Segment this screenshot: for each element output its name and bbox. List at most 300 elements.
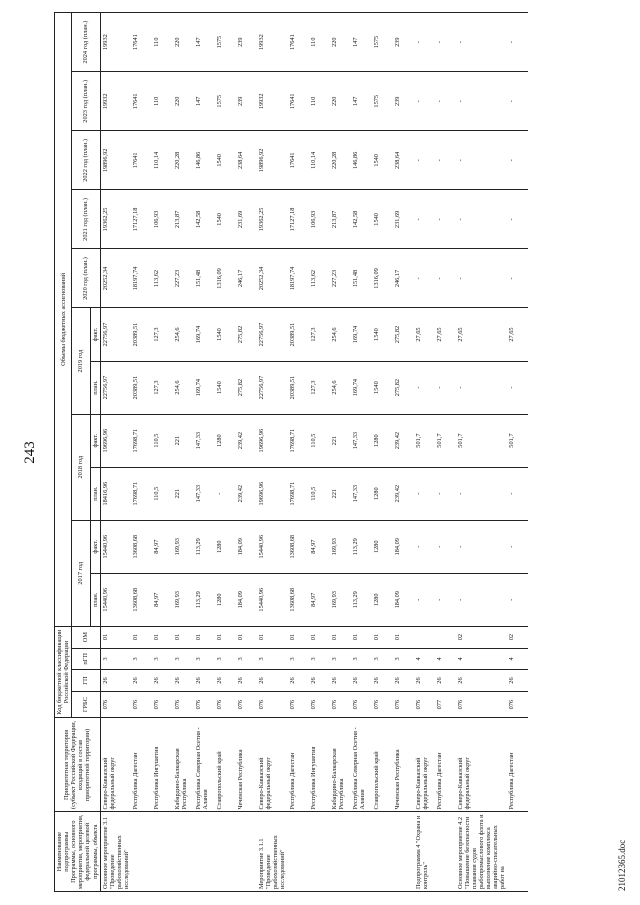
code-grbs: 076	[131, 691, 152, 718]
value-2017-fact: -	[507, 520, 528, 573]
row-territory: Северо-Кавказский федеральный округ	[414, 718, 435, 812]
value-2023: 19932	[257, 72, 287, 131]
row-name	[372, 812, 393, 892]
value-2017-fact: 113,29	[351, 520, 372, 573]
code-grbs: 076	[173, 691, 194, 718]
value-2018-fact: 110,5	[309, 414, 330, 467]
value-2018-fact: 1280	[215, 414, 236, 467]
code-om: 01	[131, 626, 152, 648]
row-name	[288, 812, 309, 892]
value-2021: 1540	[372, 190, 393, 249]
value-2018-plan: 147,33	[194, 467, 215, 520]
value-2019-plan: 1540	[372, 361, 393, 414]
header-year-2024: 2024 год (план.)	[72, 13, 100, 72]
value-2023: 1575	[372, 72, 393, 131]
value-2021: 142,58	[194, 190, 215, 249]
value-2018-fact: 221	[173, 414, 194, 467]
value-2017-plan: 15440,96	[100, 573, 131, 626]
header-year-2019: 2019 год	[72, 308, 90, 414]
value-2024: 1575	[215, 13, 236, 72]
value-2017-fact: 169,93	[173, 520, 194, 573]
value-2017-plan: 84,97	[309, 573, 330, 626]
value-2022: -	[507, 131, 528, 190]
value-2017-plan: 1280	[372, 573, 393, 626]
code-gp: 26	[414, 670, 435, 692]
value-2021: 213,87	[173, 190, 194, 249]
code-pgp: 4	[456, 648, 508, 670]
value-2018-plan: 17698,71	[288, 467, 309, 520]
value-2019-fact: 27,65	[435, 308, 456, 361]
value-2020: 151,48	[351, 249, 372, 308]
value-2018-plan: 221	[173, 467, 194, 520]
row-territory: Чеченская Республика	[393, 718, 414, 812]
header-2019-fact: факт.	[90, 308, 100, 361]
code-gp: 26	[351, 670, 372, 692]
table-row	[194, 13, 215, 892]
value-2017-fact: 113,29	[194, 520, 215, 573]
value-2018-fact: 147,33	[351, 414, 372, 467]
code-om: 01	[393, 626, 414, 648]
value-2020: 20252,34	[100, 249, 131, 308]
value-2022: 19896,92	[257, 131, 287, 190]
code-gp: 26	[215, 670, 236, 692]
code-grbs: 076	[507, 691, 528, 718]
value-2018-plan: 239,42	[393, 467, 414, 520]
code-grbs: 076	[393, 691, 414, 718]
value-2017-fact: 1280	[215, 520, 236, 573]
table-row	[414, 13, 435, 892]
code-gp: 26	[309, 670, 330, 692]
code-pgp: 3	[131, 648, 152, 670]
row-name	[435, 812, 456, 892]
row-territory: Республика Дагестан	[288, 718, 309, 812]
header-year-2020: 2020 год (план.)	[72, 249, 100, 308]
row-name	[236, 812, 257, 892]
value-2024: 110	[309, 13, 330, 72]
value-2022: 220,28	[330, 131, 351, 190]
value-2024: -	[456, 13, 508, 72]
table-row	[330, 13, 351, 892]
value-2020: 246,17	[236, 249, 257, 308]
row-name: Основное мероприятие 3.1 "Проведение рыбохозяйственных исследований"	[100, 812, 131, 892]
value-2022: -	[435, 131, 456, 190]
code-grbs: 076	[351, 691, 372, 718]
value-2019-fact: 1540	[215, 308, 236, 361]
header-code-group: Код бюджетной классификации Российской Федерации	[55, 626, 72, 718]
value-2021: 231,69	[236, 190, 257, 249]
code-gp: 26	[393, 670, 414, 692]
value-2023: 147	[194, 72, 215, 131]
code-om: 02	[456, 626, 508, 648]
file-name: 21012365.doc	[617, 839, 627, 891]
code-pgp: 3	[236, 648, 257, 670]
value-2023: -	[435, 72, 456, 131]
value-2021: 231,69	[393, 190, 414, 249]
value-2023: -	[507, 72, 528, 131]
value-2022: 1540	[215, 131, 236, 190]
value-2021: 106,93	[152, 190, 173, 249]
table-row	[351, 13, 372, 892]
value-2017-fact: 15440,96	[257, 520, 287, 573]
value-2019-fact: 27,65	[456, 308, 508, 361]
code-grbs: 076	[456, 691, 508, 718]
value-2023: 239	[393, 72, 414, 131]
row-territory: Республика Дагестан	[131, 718, 152, 812]
value-2024: 17641	[288, 13, 309, 72]
value-2017-plan: 113,29	[194, 573, 215, 626]
value-2018-plan: 110,5	[152, 467, 173, 520]
value-2017-plan: 113,29	[351, 573, 372, 626]
code-om: 01	[309, 626, 330, 648]
code-pgp: 3	[215, 648, 236, 670]
value-2020: -	[456, 249, 508, 308]
code-pgp: 3	[372, 648, 393, 670]
code-grbs: 076	[309, 691, 330, 718]
value-2020: 20252,34	[257, 249, 287, 308]
value-2018-fact: 110,5	[152, 414, 173, 467]
code-pgp: 4	[414, 648, 435, 670]
table-body	[100, 13, 528, 892]
code-grbs: 076	[152, 691, 173, 718]
value-2018-plan: -	[414, 467, 435, 520]
value-2021: 213,87	[330, 190, 351, 249]
value-2023: 17641	[288, 72, 309, 131]
value-2021: -	[414, 190, 435, 249]
code-om: 01	[351, 626, 372, 648]
code-om: 01	[257, 626, 287, 648]
value-2021: -	[507, 190, 528, 249]
code-om: 01	[194, 626, 215, 648]
value-2021: 142,58	[351, 190, 372, 249]
code-grbs: 076	[215, 691, 236, 718]
value-2017-fact: 15440,96	[100, 520, 131, 573]
value-2024: 220	[173, 13, 194, 72]
value-2019-fact: 127,3	[309, 308, 330, 361]
table-row	[236, 13, 257, 892]
value-2020: 18197,74	[131, 249, 152, 308]
value-2017-fact: -	[456, 520, 508, 573]
value-2017-plan: 169,93	[330, 573, 351, 626]
code-gp: 26	[152, 670, 173, 692]
value-2019-fact: 27,65	[507, 308, 528, 361]
code-gp: 26	[456, 670, 508, 692]
value-2017-fact: 13608,68	[288, 520, 309, 573]
code-gp: 26	[330, 670, 351, 692]
value-2017-plan: -	[456, 573, 508, 626]
code-gp: 26	[236, 670, 257, 692]
value-2017-fact: 1280	[372, 520, 393, 573]
value-2023: 1575	[215, 72, 236, 131]
code-pgp: 3	[257, 648, 287, 670]
value-2019-plan: 254,6	[173, 361, 194, 414]
code-gp: 26	[288, 670, 309, 692]
table-row	[131, 13, 152, 892]
value-2019-fact: 27,65	[414, 308, 435, 361]
value-2024: 147	[351, 13, 372, 72]
value-2023: 220	[173, 72, 194, 131]
code-pgp: 4	[435, 648, 456, 670]
row-territory: Ставропольский край	[372, 718, 393, 812]
value-2019-fact: 20389,51	[131, 308, 152, 361]
value-2020: -	[414, 249, 435, 308]
value-2017-fact: 184,09	[236, 520, 257, 573]
value-2017-plan: 13608,68	[131, 573, 152, 626]
value-2018-plan: 19696,96	[257, 467, 287, 520]
value-2022: 220,28	[173, 131, 194, 190]
value-2024: 220	[330, 13, 351, 72]
value-2018-fact: 501,7	[507, 414, 528, 467]
header-2018-fact: факт.	[90, 414, 100, 467]
value-2018-plan: 1280	[372, 467, 393, 520]
header-year-2017: 2017 год	[72, 520, 90, 626]
value-2017-fact: -	[435, 520, 456, 573]
value-2022: 110,14	[152, 131, 173, 190]
row-territory: Ставропольский край	[215, 718, 236, 812]
row-territory: Северо-Кавказский федеральный округ	[100, 718, 131, 812]
value-2017-plan: 1280	[215, 573, 236, 626]
row-name	[507, 812, 528, 892]
code-grbs: 076	[372, 691, 393, 718]
code-gp: 26	[435, 670, 456, 692]
code-pgp: 3	[152, 648, 173, 670]
value-2018-plan: 17698,71	[131, 467, 152, 520]
value-2017-fact: 84,97	[152, 520, 173, 573]
value-2017-fact: 169,93	[330, 520, 351, 573]
table-row	[435, 13, 456, 892]
value-2018-plan: 147,33	[351, 467, 372, 520]
code-gp: 26	[257, 670, 287, 692]
code-pgp: 3	[173, 648, 194, 670]
code-grbs: 076	[194, 691, 215, 718]
value-2019-fact: 275,82	[393, 308, 414, 361]
value-2023: 239	[236, 72, 257, 131]
row-name	[215, 812, 236, 892]
value-2020: 113,62	[152, 249, 173, 308]
code-om: 01	[215, 626, 236, 648]
code-grbs: 076	[257, 691, 287, 718]
value-2020: 227,23	[330, 249, 351, 308]
value-2019-fact: 22756,97	[100, 308, 131, 361]
code-om: 01	[173, 626, 194, 648]
value-2023: 147	[351, 72, 372, 131]
code-gp: 26	[372, 670, 393, 692]
value-2019-plan: -	[507, 361, 528, 414]
value-2020: -	[435, 249, 456, 308]
row-territory: Республика Ингушетия	[309, 718, 330, 812]
value-2024: 19932	[100, 13, 131, 72]
value-2017-plan: 13608,68	[288, 573, 309, 626]
value-2017-plan: -	[435, 573, 456, 626]
code-gp: 26	[100, 670, 131, 692]
value-2021: -	[435, 190, 456, 249]
code-grbs: 076	[236, 691, 257, 718]
row-name: Основное мероприятие 4.2 "Повышение безопасности плавания судов рыбопромыслового флота и выполнение комплекса аварийно-спасательных работ на	[456, 812, 508, 892]
code-om: 01	[100, 626, 131, 648]
table-row	[173, 13, 194, 892]
code-grbs: 076	[414, 691, 435, 718]
value-2020: 151,48	[194, 249, 215, 308]
value-2017-fact: 184,09	[393, 520, 414, 573]
row-name	[173, 812, 194, 892]
code-om: 01	[330, 626, 351, 648]
value-2020: 1316,09	[372, 249, 393, 308]
value-2022: 238,64	[236, 131, 257, 190]
header-gp: ГП	[72, 670, 100, 692]
row-territory: Кабардино-Балкарская Республика	[330, 718, 351, 812]
code-gp: 26	[194, 670, 215, 692]
code-grbs: 076	[288, 691, 309, 718]
code-grbs: 077	[435, 691, 456, 718]
code-om: 01	[288, 626, 309, 648]
value-2022: 146,86	[351, 131, 372, 190]
header-om: ОМ	[72, 626, 100, 648]
code-om: 02	[507, 626, 528, 648]
row-territory: Чеченская Республика	[236, 718, 257, 812]
value-2018-fact: 147,33	[194, 414, 215, 467]
value-2017-fact: 13608,68	[131, 520, 152, 573]
code-om: 01	[236, 626, 257, 648]
value-2024: 239	[236, 13, 257, 72]
value-2022: 1540	[372, 131, 393, 190]
row-name	[330, 812, 351, 892]
budget-table	[54, 12, 528, 892]
row-name	[152, 812, 173, 892]
table-row	[393, 13, 414, 892]
table-row	[257, 13, 287, 892]
row-territory: Республика Ингушетия	[152, 718, 173, 812]
value-2017-plan: -	[414, 573, 435, 626]
code-gp: 26	[131, 670, 152, 692]
header-year-2021: 2021 год (план.)	[72, 190, 100, 249]
header-2019-plan: план.	[90, 361, 100, 414]
row-territory: Кабардино-Балкарская Республика	[173, 718, 194, 812]
value-2018-plan: 239,42	[236, 467, 257, 520]
value-2023: -	[456, 72, 508, 131]
value-2018-plan: 18416,96	[100, 467, 131, 520]
value-2018-plan: 221	[330, 467, 351, 520]
value-2020: 227,23	[173, 249, 194, 308]
value-2021: 106,93	[309, 190, 330, 249]
value-2023: 17641	[131, 72, 152, 131]
value-2021: -	[456, 190, 508, 249]
value-2024: -	[435, 13, 456, 72]
header-pgp: пГП	[72, 648, 100, 670]
value-2018-fact: 19696,96	[100, 414, 131, 467]
row-territory: Северо-Кавказский федеральный округ	[456, 718, 508, 812]
value-2023: 110	[152, 72, 173, 131]
value-2022: -	[414, 131, 435, 190]
row-name: Мероприятие 3.1.1 "Проведение рыбохозяйственных исследований"	[257, 812, 287, 892]
page-number: 243	[22, 441, 38, 464]
table-row	[288, 13, 309, 892]
value-2019-plan: -	[435, 361, 456, 414]
value-2018-fact: 221	[330, 414, 351, 467]
value-2020: 246,17	[393, 249, 414, 308]
value-2019-fact: 20389,51	[288, 308, 309, 361]
value-2018-fact: 501,7	[414, 414, 435, 467]
value-2020: 18197,74	[288, 249, 309, 308]
code-om: 01	[372, 626, 393, 648]
value-2018-plan: -	[435, 467, 456, 520]
value-2023: -	[414, 72, 435, 131]
header-name: Наименование подпрограммы Программы, основного мероприятия, мероприятия, федеральной целевой программы, объекта	[55, 812, 101, 892]
code-pgp: 3	[100, 648, 131, 670]
row-territory: Республика Северная Осетия - Алания	[194, 718, 215, 812]
table-row	[215, 13, 236, 892]
value-2019-plan: 22756,97	[257, 361, 287, 414]
value-2018-fact: 501,7	[435, 414, 456, 467]
header-2018-plan: план.	[90, 467, 100, 520]
value-2018-fact: 501,7	[456, 414, 508, 467]
value-2017-plan: 184,09	[393, 573, 414, 626]
value-2018-fact: 19696,96	[257, 414, 287, 467]
table-row	[152, 13, 173, 892]
code-om: 01	[152, 626, 173, 648]
value-2017-plan: 84,97	[152, 573, 173, 626]
value-2022: 146,86	[194, 131, 215, 190]
value-2020: -	[507, 249, 528, 308]
table-row	[372, 13, 393, 892]
code-pgp: 4	[507, 648, 528, 670]
value-2023: 19932	[100, 72, 131, 131]
value-2018-plan: -	[215, 467, 236, 520]
code-pgp: 3	[393, 648, 414, 670]
value-2020: 113,62	[309, 249, 330, 308]
value-2022: 110,14	[309, 131, 330, 190]
value-2019-fact: 1540	[372, 308, 393, 361]
value-2018-fact: 17698,71	[288, 414, 309, 467]
row-name	[131, 812, 152, 892]
value-2018-fact: 1280	[372, 414, 393, 467]
value-2021: 17127,18	[131, 190, 152, 249]
row-name	[309, 812, 330, 892]
value-2024: 1575	[372, 13, 393, 72]
row-name	[194, 812, 215, 892]
value-2017-plan: 15440,96	[257, 573, 287, 626]
value-2019-plan: 20389,51	[288, 361, 309, 414]
header-2017-fact: факт.	[90, 520, 100, 573]
value-2024: 17641	[131, 13, 152, 72]
value-2017-plan: -	[507, 573, 528, 626]
header-volume-group: Объемы бюджетных ассигнований	[55, 13, 72, 627]
header-year-2023: 2023 год (план.)	[72, 72, 100, 131]
value-2019-plan: 127,3	[309, 361, 330, 414]
value-2024: -	[414, 13, 435, 72]
value-2019-fact: 254,6	[173, 308, 194, 361]
value-2018-plan: 110,5	[309, 467, 330, 520]
value-2019-plan: 1540	[215, 361, 236, 414]
code-pgp: 3	[288, 648, 309, 670]
value-2018-fact: 239,42	[393, 414, 414, 467]
value-2018-plan: -	[507, 467, 528, 520]
value-2019-fact: 169,74	[194, 308, 215, 361]
code-om	[435, 626, 456, 648]
value-2019-plan: 275,82	[236, 361, 257, 414]
value-2022: 17641	[288, 131, 309, 190]
value-2019-plan: 275,82	[393, 361, 414, 414]
value-2024: 110	[152, 13, 173, 72]
value-2024: 239	[393, 13, 414, 72]
value-2019-plan: 254,6	[330, 361, 351, 414]
row-territory: Республика Дагестан	[507, 718, 528, 812]
code-pgp: 3	[351, 648, 372, 670]
row-territory: Республика Дагестан	[435, 718, 456, 812]
code-gp: 26	[507, 670, 528, 692]
value-2024: 147	[194, 13, 215, 72]
value-2023: 110	[309, 72, 330, 131]
value-2022: 19896,92	[100, 131, 131, 190]
value-2019-plan: 169,74	[351, 361, 372, 414]
